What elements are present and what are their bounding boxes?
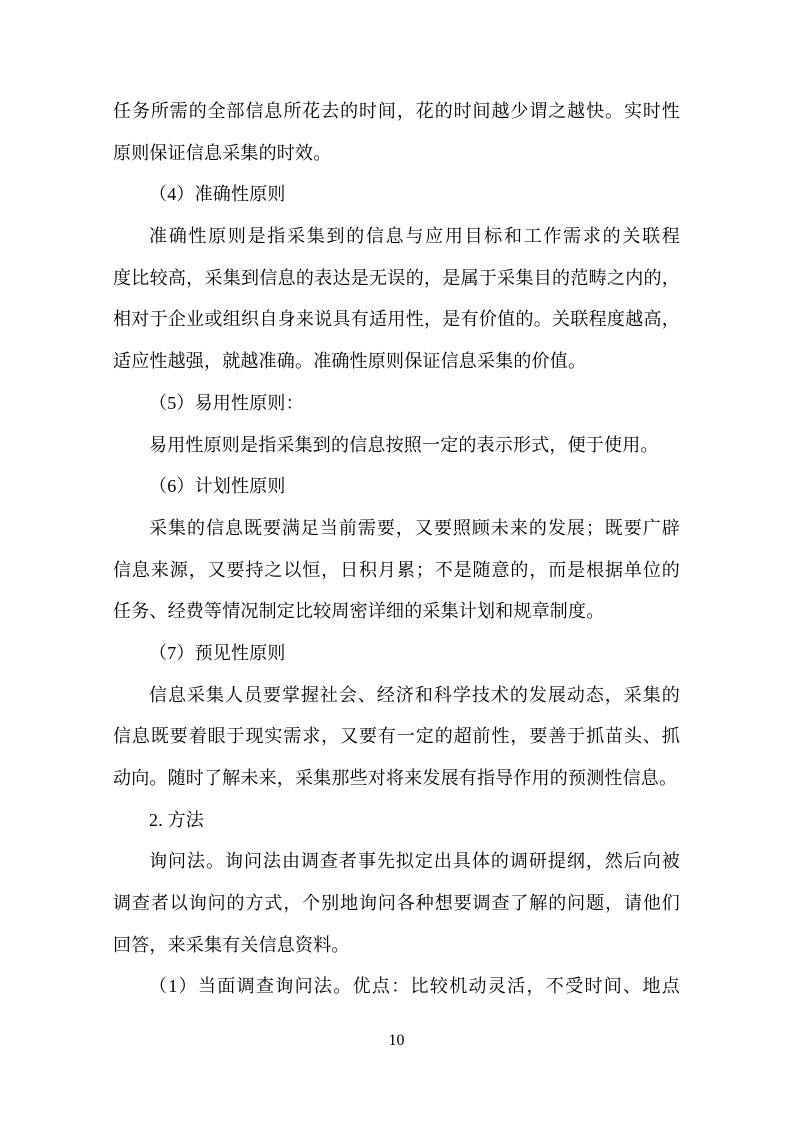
document-body bbox=[113, 91, 680, 1008]
text-line: 信息既要着眼于现实需求，又要有一定的超前性，要善于抓苗头、抓 bbox=[113, 726, 680, 747]
text-line: 易用性原则是指采集到的信息按照一定的表示形式，便于使用。 bbox=[149, 434, 659, 455]
text-line: （4）准确性原则 bbox=[149, 184, 286, 205]
text-line: 任务所需的全部信息所花去的时间，花的时间越少谓之越快。实时性 bbox=[113, 101, 680, 121]
text-line: （1）当面调查询问法。优点：比较机动灵活，不受时间、地点 bbox=[149, 976, 680, 997]
text-line: 信息采集人员要掌握社会、经济和科学技术的发展动态，采集的 bbox=[149, 684, 680, 705]
text-line: 原则保证信息采集的时效。 bbox=[113, 142, 332, 163]
text-line: 2. 方法 bbox=[149, 809, 204, 830]
text-line: 回答，来采集有关信息资料。 bbox=[113, 934, 350, 955]
text-line: 动向。随时了解未来，采集那些对将来发展有指导作用的预测性信息。 bbox=[113, 768, 678, 788]
text-line: 调查者以询问的方式，个别地询问各种想要调查了解的问题，请他们 bbox=[113, 893, 680, 914]
text-line: （5）易用性原则： bbox=[149, 392, 304, 413]
text-line: 信息来源，又要持之以恒，日积月累；不是随意的，而是根据单位的 bbox=[113, 559, 680, 580]
text-line: 相对于企业或组织自身来说具有适用性，是有价值的。关联程度越高， bbox=[113, 309, 680, 330]
text-line: 询问法。询问法由调查者事先拟定出具体的调研提纲，然后向被 bbox=[149, 851, 680, 872]
text-line: （6）计划性原则 bbox=[149, 476, 286, 497]
text-line: 任务、经费等情况制定比较周密详细的采集计划和规章制度。 bbox=[113, 601, 605, 622]
text-line: （7）预见性原则 bbox=[149, 642, 286, 663]
text-line: 采集的信息既要满足当前需要，又要照顾未来的发展；既要广辟 bbox=[149, 517, 680, 538]
page-number: 10 bbox=[388, 1032, 405, 1049]
text-line: 度比较高，采集到信息的表达是无误的，是属于采集目的范畴之内的， bbox=[113, 267, 680, 288]
text-line: 准确性原则是指采集到的信息与应用目标和工作需求的关联程 bbox=[149, 226, 680, 247]
text-line: 适应性越强，就越准确。准确性原则保证信息采集的价值。 bbox=[113, 351, 587, 372]
